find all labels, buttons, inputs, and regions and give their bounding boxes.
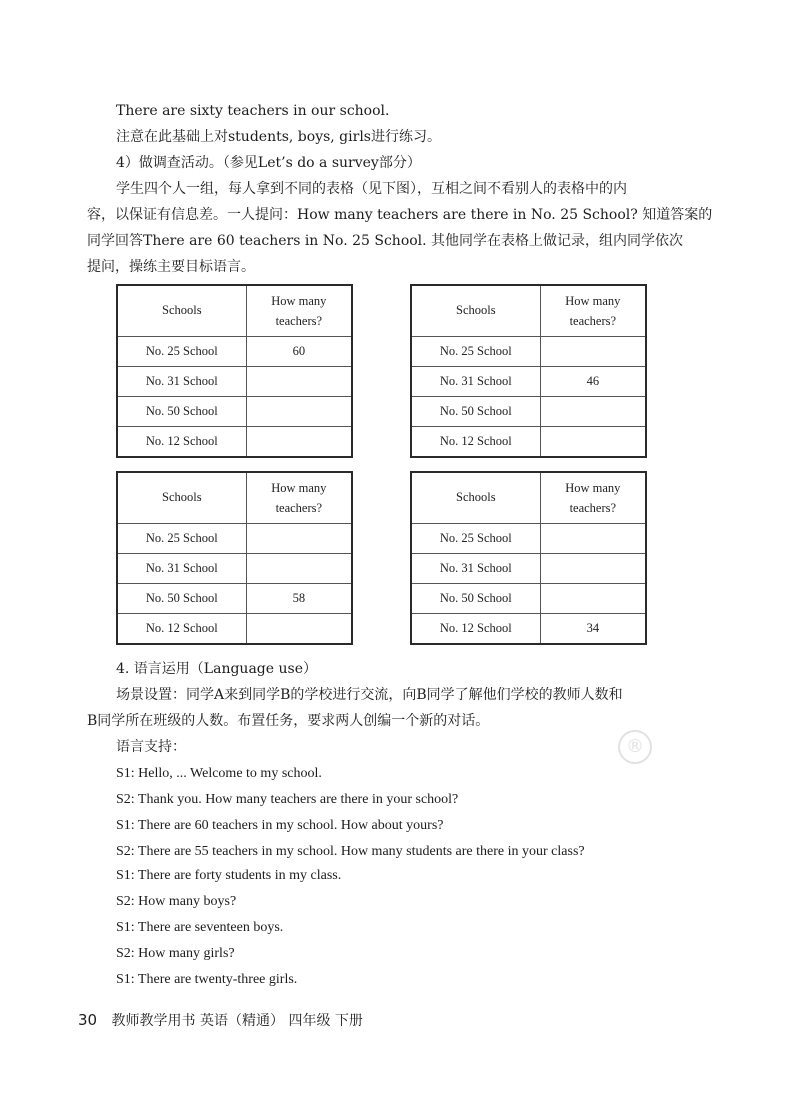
col-header-teachers xyxy=(246,473,351,523)
col-header-teachers xyxy=(540,473,645,523)
school-name: No. 31 School xyxy=(412,553,540,583)
school-name: No. 12 School xyxy=(412,614,540,643)
page-number: 30 xyxy=(78,1011,98,1029)
survey-table-4 xyxy=(410,471,647,645)
paragraph-line-3: 同学回答There are 60 teachers in No. 25 School. 其他同学在表格上做记录，组内同学依次 xyxy=(87,233,684,249)
teacher-count: 60 xyxy=(246,336,351,366)
dialogue-line: S1: There are seventeen boys. xyxy=(116,920,284,935)
school-name: No. 12 School xyxy=(412,427,540,456)
survey-table-2 xyxy=(410,284,647,458)
teacher-count xyxy=(246,614,351,643)
activity-heading: 4）做调查活动。（参见Let’s do a survey部分） xyxy=(116,155,421,171)
col-header-teachers-line1: How many xyxy=(271,480,327,495)
teacher-count xyxy=(246,427,351,456)
teacher-count xyxy=(246,366,351,396)
teacher-count: 58 xyxy=(246,583,351,613)
dialogue-line: S2: How many boys? xyxy=(116,894,237,909)
dialogue-line: S1: There are forty students in my class. xyxy=(116,868,342,883)
paragraph-line-4: 提问，操练主要目标语言。 xyxy=(87,259,255,275)
survey-table-3 xyxy=(116,471,353,645)
school-name: No. 25 School xyxy=(118,523,246,553)
school-name: No. 31 School xyxy=(412,366,540,396)
book-title: 教师教学用书 英语（精通） 四年级 下册 xyxy=(111,1013,363,1029)
survey-table-1 xyxy=(116,284,353,458)
teacher-count xyxy=(540,396,645,426)
col-header-schools: Schools xyxy=(118,286,246,336)
teacher-count xyxy=(246,523,351,553)
col-header-teachers-line1: How many xyxy=(271,293,327,308)
language-support-label: 语言支持： xyxy=(116,739,186,755)
school-name: No. 25 School xyxy=(412,336,540,366)
col-header-teachers-line2: teachers? xyxy=(275,500,323,515)
registered-mark-watermark: ® xyxy=(618,730,652,764)
school-name: No. 50 School xyxy=(412,583,540,613)
school-name: No. 25 School xyxy=(412,523,540,553)
scene-line-2: B同学所在班级的人数。布置任务，要求两人创编一个新的对话。 xyxy=(87,713,490,729)
teacher-count xyxy=(540,583,645,613)
col-header-teachers-line2: teachers? xyxy=(569,500,617,515)
col-header-teachers-line1: How many xyxy=(565,293,621,308)
teacher-count xyxy=(246,553,351,583)
intro-line-1: There are sixty teachers in our school. xyxy=(116,103,390,119)
dialogue-line: S1: There are 60 teachers in my school. How about yours? xyxy=(116,818,444,833)
teacher-count: 46 xyxy=(540,366,645,396)
page-footer xyxy=(78,1010,363,1031)
col-header-teachers xyxy=(246,286,351,336)
col-header-schools: Schools xyxy=(118,473,246,523)
dialogue-line: S2: Thank you. How many teachers are there in your school? xyxy=(116,792,459,807)
school-name: No. 12 School xyxy=(118,427,246,456)
paragraph-line-1: 学生四个人一组，每人拿到不同的表格（见下图），互相之间不看别人的表格中的内 xyxy=(116,181,627,197)
teacher-count xyxy=(540,427,645,456)
dialogue-line: S2: How many girls? xyxy=(116,946,235,961)
teacher-count xyxy=(540,336,645,366)
dialogue-line: S1: There are twenty-three girls. xyxy=(116,972,298,987)
school-name: No. 50 School xyxy=(118,583,246,613)
school-name: No. 12 School xyxy=(118,614,246,643)
col-header-schools: Schools xyxy=(412,473,540,523)
intro-line-2: 注意在此基础上对students, boys, girls进行练习。 xyxy=(116,129,441,145)
dialogue-line: S1: Hello, ... Welcome to my school. xyxy=(116,766,322,781)
teacher-count xyxy=(540,523,645,553)
col-header-teachers xyxy=(540,286,645,336)
teacher-count: 34 xyxy=(540,614,645,643)
teacher-count xyxy=(246,396,351,426)
col-header-teachers-line1: How many xyxy=(565,480,621,495)
school-name: No. 25 School xyxy=(118,336,246,366)
col-header-teachers-line2: teachers? xyxy=(275,313,323,328)
dialogue-line: S2: There are 55 teachers in my school. How many students are there in your class? xyxy=(116,844,585,859)
scene-line-1: 场景设置：同学A来到同学B的学校进行交流，向B同学了解他们学校的教师人数和 xyxy=(116,687,623,703)
school-name: No. 31 School xyxy=(118,366,246,396)
school-name: No. 50 School xyxy=(412,396,540,426)
col-header-teachers-line2: teachers? xyxy=(569,313,617,328)
school-name: No. 31 School xyxy=(118,553,246,583)
col-header-schools: Schools xyxy=(412,286,540,336)
section-heading-language-use: 4. 语言运用（Language use） xyxy=(116,661,317,677)
school-name: No. 50 School xyxy=(118,396,246,426)
teacher-count xyxy=(540,553,645,583)
paragraph-line-2: 容，以保证有信息差。一人提问：How many teachers are there in No. 25 School? 知道答案的 xyxy=(87,207,713,223)
